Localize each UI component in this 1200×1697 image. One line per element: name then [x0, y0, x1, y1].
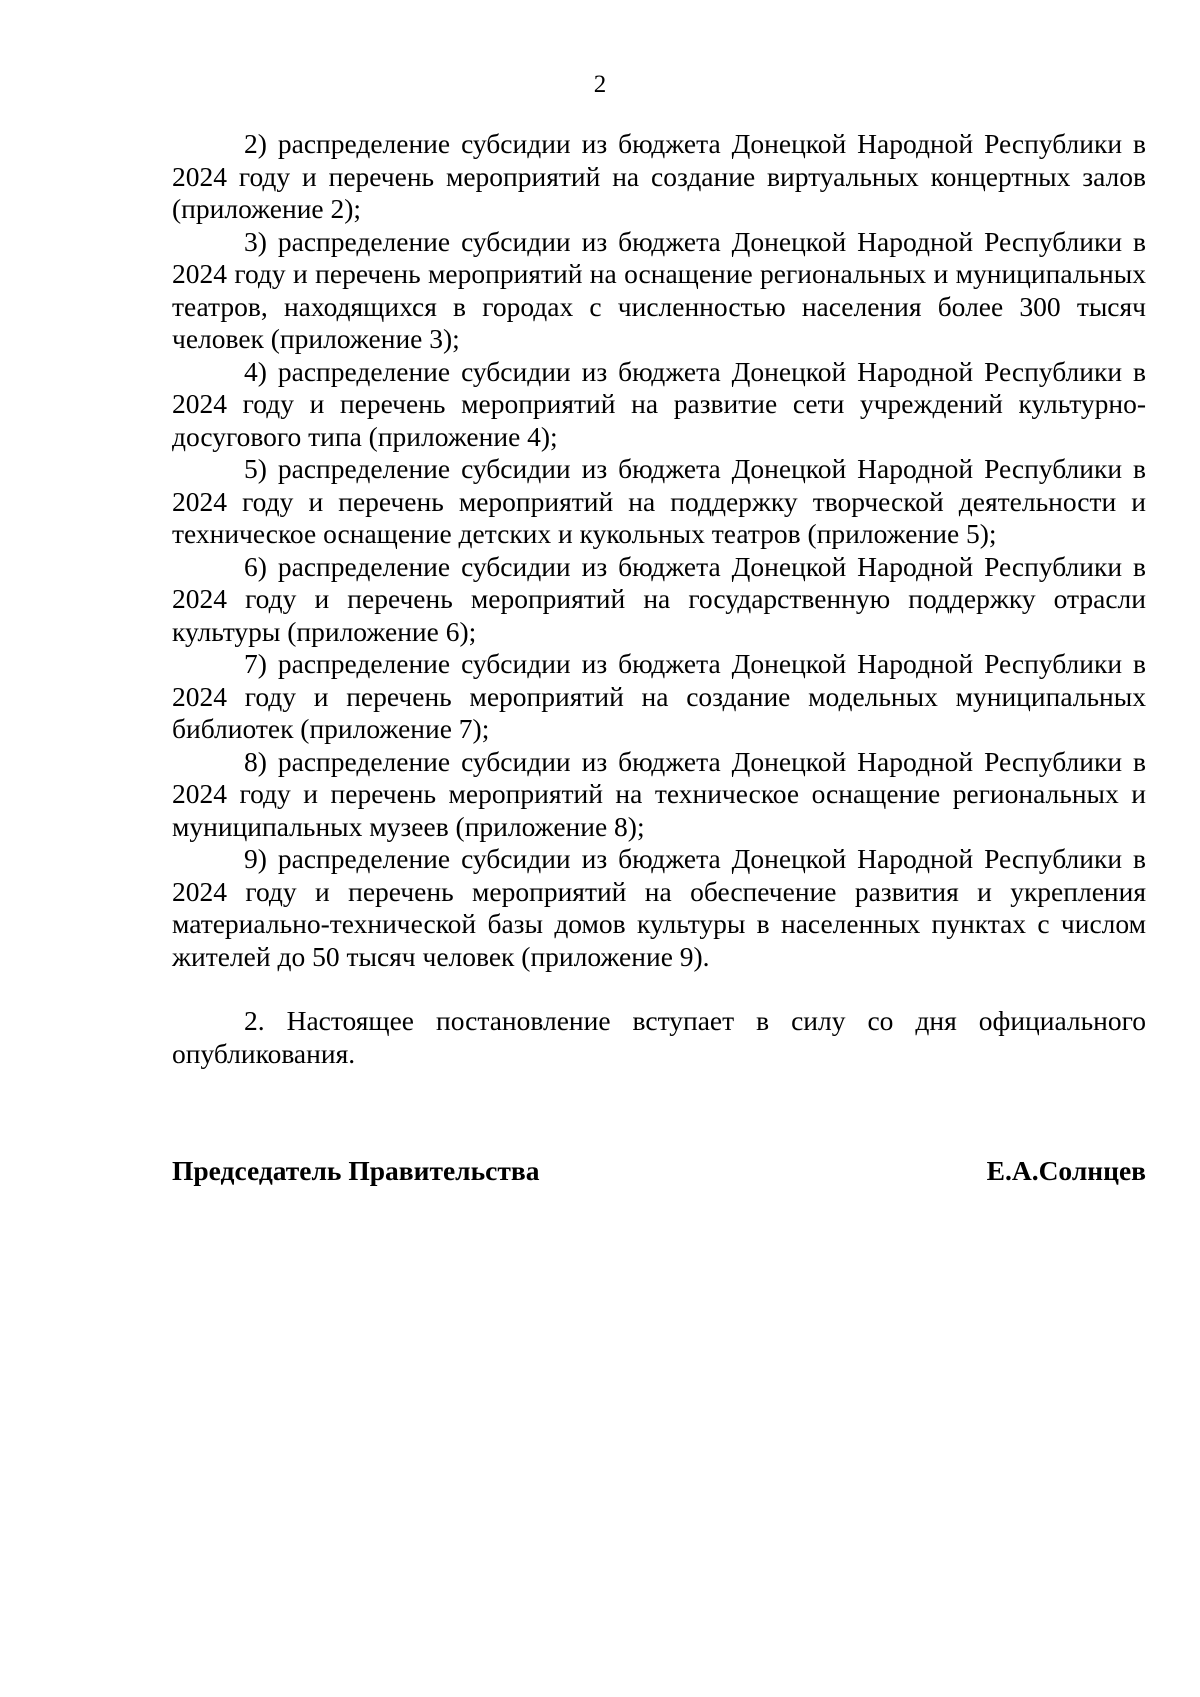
list-item: 6) распределение субсидии из бюджета Донецкой Народной Республики в 2024 году и перечень мероприятий на государственную поддержку отрасли культуры (приложение 6); — [172, 550, 1146, 647]
signature-block — [172, 1155, 1146, 1187]
list-item: 9) распределение субсидии из бюджета Донецкой Народной Республики в 2024 году и перечень мероприятий на обеспечение развития и укрепления материально-технической базы домов культуры в населенных пунктах с числом жителей до 50 тысяч человек (приложение 9). — [172, 843, 1146, 972]
list-item: 3) распределение субсидии из бюджета Донецкой Народной Республики в 2024 году и перечень мероприятий на оснащение региональных и муниципальных театров, находящихся в городах с численностью населения более 300 тысяч человек (приложение 3); — [172, 225, 1146, 354]
list-item: 7) распределение субсидии из бюджета Донецкой Народной Республики в 2024 году и перечень мероприятий на создание модельных муниципальных библиотек (приложение 7); — [172, 648, 1146, 744]
signatory-name: Е.А.Солнцев — [986, 1155, 1146, 1186]
list-item: 8) распределение субсидии из бюджета Донецкой Народной Республики в 2024 году и перечень мероприятий на техническое оснащение региональных и муниципальных музеев (приложение 8); — [172, 745, 1146, 842]
list-item: 5) распределение субсидии из бюджета Донецкой Народной Республики в 2024 году и перечень мероприятий на поддержку творческой деятельности и техническое оснащение детских и кукольных театров (приложение 5); — [172, 453, 1146, 549]
list-item: 2) распределение субсидии из бюджета Донецкой Народной Республики в 2024 году и перечень мероприятий на создание виртуальных концертных залов (приложение 2); — [172, 128, 1146, 224]
list-item: 4) распределение субсидии из бюджета Донецкой Народной Республики в 2024 году и перечень мероприятий на развитие сети учреждений культурно-досугового типа (приложение 4); — [172, 355, 1146, 452]
page-number: 2 — [593, 71, 607, 98]
document-body — [172, 128, 1146, 1070]
signatory-position: Председатель Правительства — [172, 1155, 540, 1186]
clause-2: 2. Настоящее постановление вступает в силу со дня официального опубликования. — [172, 1005, 1146, 1069]
paragraph-spacer — [172, 973, 1146, 1005]
